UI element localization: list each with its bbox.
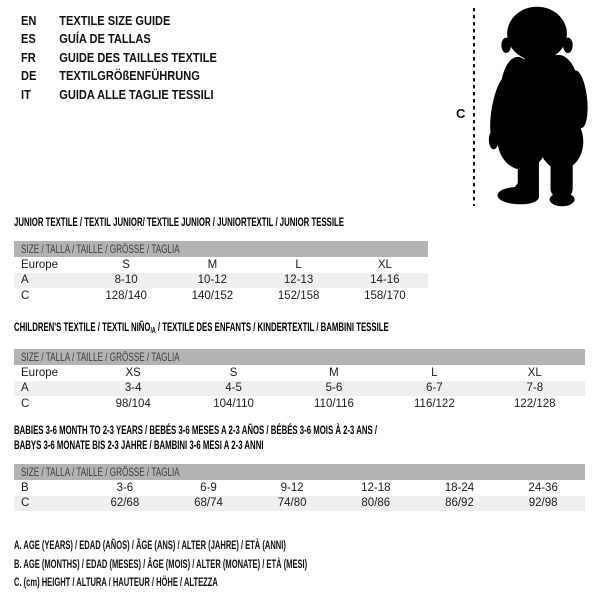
table-row — [14, 273, 428, 289]
size-table — [14, 365, 585, 412]
row-label: C — [21, 397, 30, 410]
size-cell: 140/152 — [191, 289, 234, 302]
size-table — [14, 480, 585, 511]
table-title: BABIES 3-6 MONTH TO 2-3 YEARS / BEBÉS 3-6 MESES A 2-3 AÑOS / BÉBÉS 3-6 MOIS À 2-3 ANS / BABYS 3-6 MONATE BIS 2-3 JAHRE / BAMBINI 3-6 MESI A 2-3 ANNI — [14, 423, 378, 452]
height-measure-label: C — [456, 106, 466, 121]
language-label: GUÍA DE TALLAS — [59, 31, 151, 47]
language-code: EN — [21, 13, 37, 28]
size-cell: 3-6 — [116, 481, 134, 494]
size-table — [14, 257, 428, 304]
row-label: A — [14, 381, 83, 397]
language-code: DE — [21, 68, 37, 84]
language-label: TEXTILGRÖßENFÜHRUNG — [59, 68, 200, 84]
size-cell: 7-8 — [485, 381, 585, 397]
size-cell: 3-4 — [83, 381, 183, 397]
footnotes — [14, 536, 479, 592]
size-cell: 74/80 — [250, 496, 334, 512]
size-cell: 80/86 — [334, 496, 418, 512]
size-cell: XS — [125, 366, 141, 379]
footnote: A. AGE (YEARS) / EDAD (AÑOS) / ÂGE (ANS) / ALTER (JAHRE) / ETÀ (ANNI) — [14, 538, 286, 552]
size-cell: 6-9 — [200, 481, 217, 494]
size-cell: 128/140 — [105, 289, 147, 302]
table-row — [14, 496, 585, 512]
size-cell: 12-18 — [361, 481, 391, 494]
size-cell: 6-7 — [384, 381, 484, 397]
size-cell: 12-13 — [256, 273, 342, 289]
size-cell: 158/170 — [364, 289, 406, 302]
table-row — [14, 381, 585, 397]
table-row — [14, 396, 585, 412]
language-label: GUIDA ALLE TAGLIE TESSILI — [59, 86, 214, 102]
size-cell: 98/104 — [115, 397, 151, 410]
size-cell: 24-36 — [528, 481, 558, 494]
language-code: FR — [21, 49, 36, 65]
footnote: C. (cm) HEIGHT / ALTURA / HAUTEUR / HÖHE / ALTEZZA — [14, 575, 218, 589]
size-cell: 152/158 — [277, 289, 320, 302]
language-row — [21, 30, 217, 48]
table-row — [14, 480, 585, 496]
baby-silhouette-icon — [485, 4, 591, 208]
size-cell: L — [295, 258, 302, 271]
table-size-header-label: SIZE / TALLA / TAILLE / GRÖSSE / TAGLIA — [21, 350, 180, 364]
size-cell: 86/92 — [418, 496, 502, 512]
language-row — [21, 12, 217, 30]
language-row — [21, 67, 217, 85]
size-cell: 116/122 — [414, 397, 455, 410]
size-cell: S — [229, 366, 238, 379]
footnote: B. AGE (MONTHS) / EDAD (MESES) / ÂGE (MOIS) / ALTER (MONATE) / ETÀ (MESI) — [14, 556, 308, 571]
size-cell: M — [207, 258, 218, 271]
size-cell: 5-6 — [284, 381, 384, 397]
row-label: C — [21, 289, 30, 302]
language-label: GUIDE DES TAILLES TEXTILE — [59, 49, 217, 65]
row-label: C — [14, 496, 83, 512]
table-row — [14, 288, 428, 304]
language-row — [21, 49, 217, 67]
row-label: Europe — [21, 366, 59, 379]
size-cell: XL — [527, 366, 542, 379]
size-cell: 110/116 — [314, 397, 354, 410]
row-label: A — [14, 273, 83, 289]
size-cell: 4-5 — [183, 381, 283, 397]
row-label: B — [21, 481, 29, 494]
table-row — [14, 365, 585, 381]
size-cell: 122/128 — [513, 397, 556, 410]
language-list — [21, 12, 251, 104]
size-cell: 68/74 — [167, 496, 251, 512]
size-table-section — [14, 320, 585, 412]
size-table-section — [14, 215, 428, 304]
table-size-header-bar — [14, 464, 585, 480]
language-row — [21, 86, 217, 104]
table-size-header-label: SIZE / TALLA / TAILLE / GRÖSSE / TAGLIA — [21, 465, 180, 479]
size-table-section — [14, 423, 585, 511]
size-cell: 9-12 — [280, 481, 304, 494]
table-size-header-label: SIZE / TALLA / TAILLE / GRÖSSE / TAGLIA — [21, 242, 180, 256]
size-cell: XL — [377, 258, 392, 271]
language-code: IT — [21, 86, 31, 102]
size-cell: 18-24 — [444, 481, 475, 494]
table-row — [14, 257, 428, 273]
table-title: JUNIOR TEXTILE / TEXTIL JUNIOR/ TEXTILE JUNIOR / JUNIORTEXTIL / JUNIOR TESSILE — [14, 215, 344, 229]
table-size-header-bar — [14, 241, 428, 257]
size-cell: 62/68 — [83, 496, 167, 512]
height-measure-dashed-line — [473, 8, 475, 206]
size-cell: 14-16 — [342, 273, 428, 289]
size-cell: S — [122, 258, 130, 271]
table-size-header-bar — [14, 349, 585, 365]
size-cell: 8-10 — [83, 273, 169, 289]
row-label: Europe — [21, 258, 59, 271]
size-cell: 104/110 — [213, 397, 254, 410]
size-cell: 10-12 — [169, 273, 255, 289]
table-title: CHILDREN'S TEXTILE / TEXTIL $NIÑO_{/A}$ / TEXTILE DES ENFANTS / KINDERTEXTIL / BAMBINI TESSILE — [14, 320, 389, 335]
language-label: TEXTILE SIZE GUIDE — [59, 13, 171, 28]
size-cell: M — [329, 366, 339, 379]
size-cell: L — [431, 366, 438, 379]
size-cell: 92/98 — [501, 496, 585, 512]
language-code: ES — [21, 31, 36, 47]
